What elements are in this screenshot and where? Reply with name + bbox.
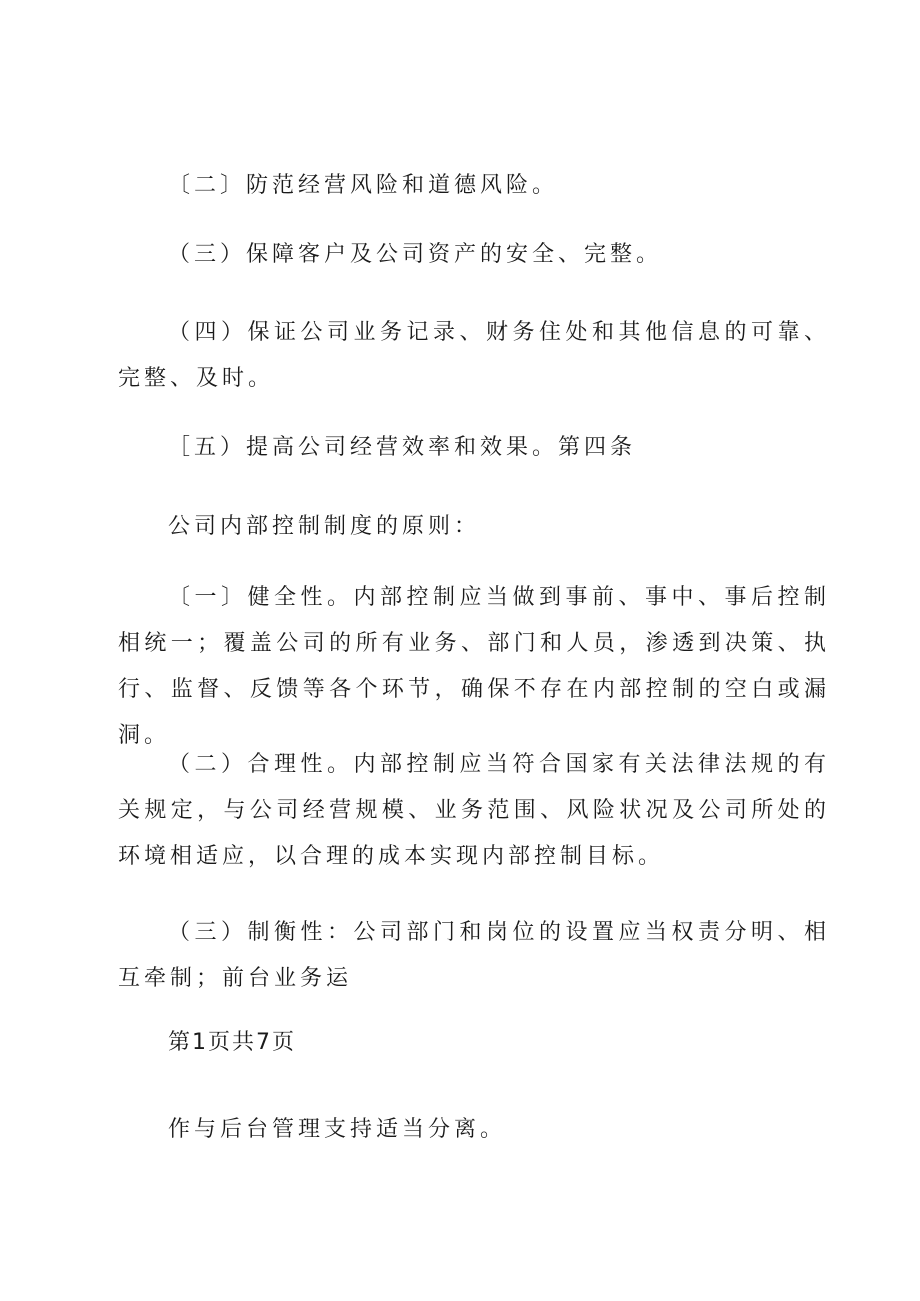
paragraph-continuation: 作与后台管理支持适当分离。 [168,1117,507,1142]
paragraph-ensure-records: （四）保证公司业务记录、财务住处和其他信息的可靠、完整、及时。 [118,320,830,391]
paragraph-reasonableness: （二）合理性。内部控制应当符合国家有关法律法规的有关规定，与公司经营规模、业务范围、风险状况及公司所处的环境相适应，以合理的成本实现内部控制目标。 [118,752,830,869]
paragraph-improve-efficiency: ［五）提高公司经营效率和效果。第四条 [168,435,637,460]
paragraph-prevent-risk: 〔二〕防范经营风险和道德风险。 [168,173,559,198]
paragraph-checks-balances: （三）制衡性：公司部门和岗位的设置应当权责分明、相互牵制；前台业务运 [118,920,830,991]
paragraph-protect-assets: （三）保障客户及公司资产的安全、完整。 [168,242,663,267]
paragraph-principles-heading: 公司内部控制制度的原则： [168,514,481,539]
page-number-footer: 第1页共7页 [168,1030,296,1055]
paragraph-completeness: 〔一〕健全性。内部控制应当做到事前、事中、事后控制相统一；覆盖公司的所有业务、部门和人员，渗透到决策、执行、监督、反馈等各个环节，确保不存在内部控制的空白或漏洞。 [118,585,830,748]
